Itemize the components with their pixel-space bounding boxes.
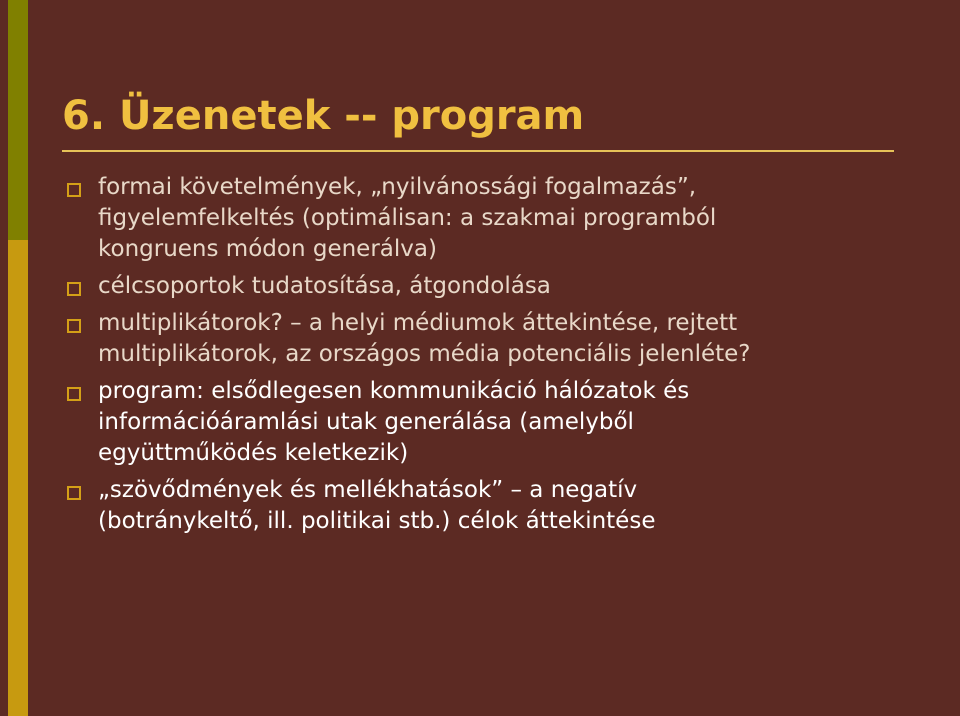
- side-stripe-gold: [8, 240, 28, 716]
- bullet-item: [62, 271, 922, 302]
- bullet-list: [62, 172, 922, 543]
- hollow-square-bullet-icon: [67, 183, 81, 197]
- hollow-square-bullet-icon: [67, 387, 81, 401]
- hollow-square-bullet-icon: [67, 282, 81, 296]
- bullet-text: multiplikátorok? – a helyi médiumok áttekintése, rejtett multiplikátorok, az országos média potenciális jelenléte?: [98, 310, 751, 367]
- side-stripe: [8, 0, 28, 716]
- bullet-item: [62, 376, 922, 469]
- bullet-text: célcsoportok tudatosítása, átgondolása: [98, 273, 551, 299]
- hollow-square-bullet-icon: [67, 319, 81, 333]
- bullet-item: [62, 475, 922, 537]
- bullet-text: formai követelmények, „nyilvánossági fogalmazás”, figyelemfelkeltés (optimálisan: a szakmai programból kongruens módon generálva): [98, 174, 717, 262]
- side-stripe-olive: [8, 0, 28, 240]
- title-divider: [62, 150, 894, 152]
- bullet-item: [62, 308, 922, 370]
- slide-title: 6. Üzenetek -- program: [62, 93, 585, 139]
- hollow-square-bullet-icon: [67, 486, 81, 500]
- bullet-text: „szövődmények és mellékhatások” – a negatív (botránykeltő, ill. politikai stb.) célok áttekintése: [98, 477, 656, 534]
- bullet-text: program: elsődlegesen kommunikáció hálózatok és információáramlási utak generálása (amelyből együttműködés keletkezik): [98, 378, 690, 466]
- bullet-item: [62, 172, 922, 265]
